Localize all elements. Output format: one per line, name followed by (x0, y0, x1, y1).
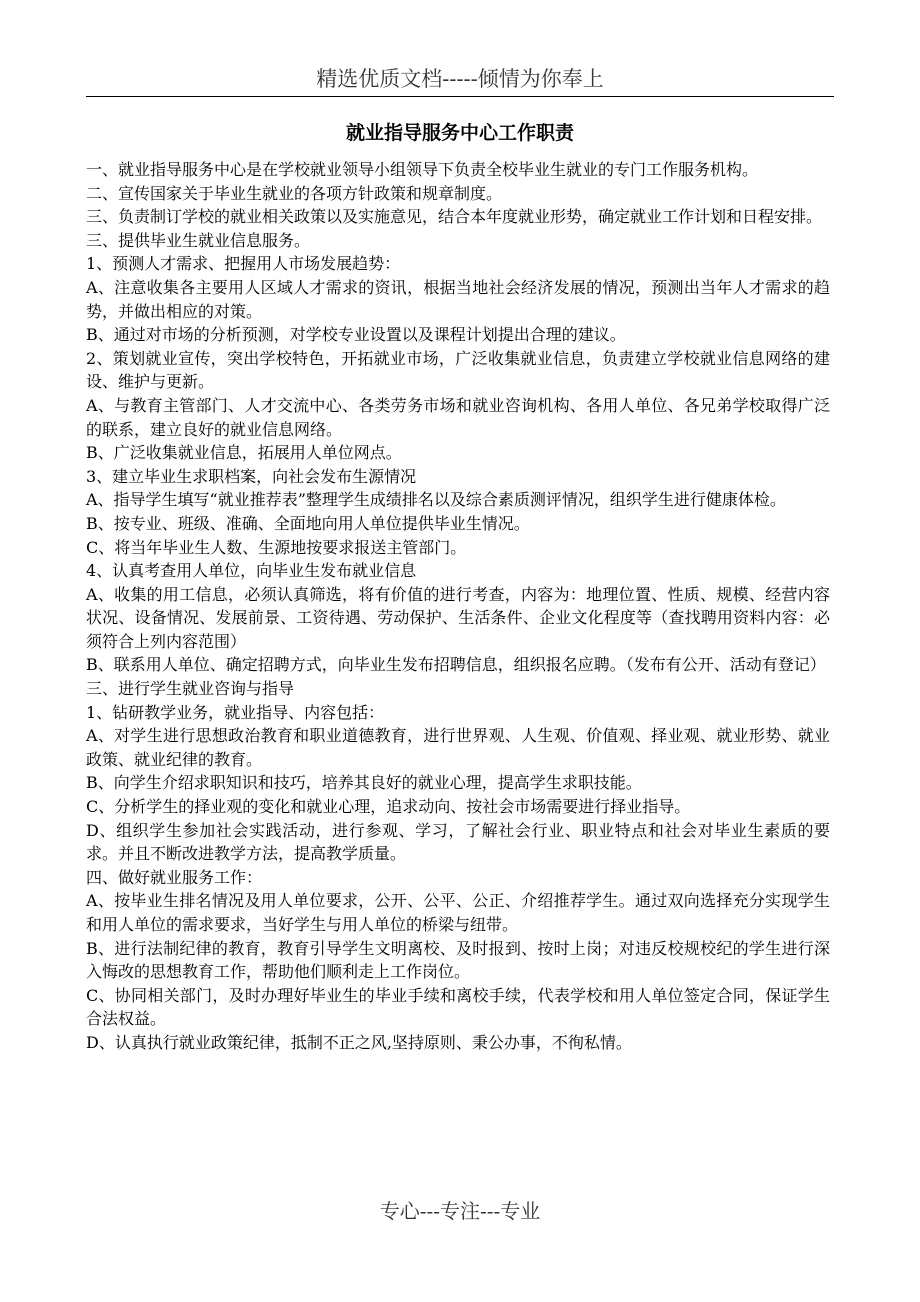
paragraph: B、进行法制纪律的教育，教育引导学生文明离校、及时报到、按时上岗；对违反校规校纪的学生进行深入悔改的思想教育工作，帮助他们顺利走上工作岗位。 (86, 938, 830, 982)
paragraph: 三、提供毕业生就业信息服务。 (86, 230, 311, 250)
paragraph: 2、策划就业宣传，突出学校特色，开拓就业市场，广泛收集就业信息，负责建立学校就业信息网络的建设、维护与更新。 (86, 348, 830, 392)
paragraph: B、联系用人单位、确定招聘方式，向毕业生发布招聘信息，组织报名应聘。（发布有公开、活动有登记） (86, 655, 826, 675)
document-body (86, 158, 830, 1055)
paragraph: 四、做好就业服务工作： (86, 867, 263, 887)
paragraph: B、向学生介绍求职知识和技巧，培养其良好的就业心理，提高学生求职技能。 (86, 773, 642, 793)
paragraph: A、注意收集各主要用人区域人才需求的资讯，根据当地社会经济发展的情况，预测出当年人才需求的趋势，并做出相应的对策。 (86, 277, 830, 321)
paragraph: A、与教育主管部门、人才交流中心、各类劳务市场和就业咨询机构、各用人单位、各兄弟学校取得广泛的联系，建立良好的就业信息网络。 (86, 395, 830, 439)
paragraph: 一、就业指导服务中心是在学校就业领导小组领导下负责全校毕业生就业的专门工作服务机构。 (86, 160, 759, 179)
paragraph: A、按毕业生排名情况及用人单位要求，公开、公平、公正、介绍推荐学生。通过双向选择充分实现学生和用人单位的需求要求，当好学生与用人单位的桥梁与纽带。 (86, 891, 830, 934)
paragraph: 1、钻研教学业务，就业指导、内容包括： (86, 702, 385, 722)
paragraph: 三、负责制订学校的就业相关政策以及实施意见，结合本年度就业形势，确定就业工作计划和日程安排。 (86, 207, 823, 227)
paragraph: 1、预测人才需求、把握用人市场发展趋势： (86, 254, 401, 274)
paragraph: A、对学生进行思想政治教育和职业道德教育，进行世界观、人生观、价值观、择业观、就业形势、就业政策、就业纪律的教育。 (86, 726, 830, 769)
paragraph: C、协同相关部门，及时办理好毕业生的毕业手续和离校手续，代表学校和用人单位签定合同，保证学生合法权益。 (86, 985, 830, 1029)
paragraph: B、按专业、班级、准确、全面地向用人单位提供毕业生情况。 (86, 513, 530, 533)
paragraph: C、分析学生的择业观的变化和就业心理，追求动向、按社会市场需要进行择业指导。 (86, 797, 691, 817)
document-title: 就业指导服务中心工作职责 (345, 122, 574, 144)
paragraph: A、收集的用工信息，必须认真筛选，将有价值的进行考查，内容为：地理位置、性质、规模、经营内容状况、设备情况、发展前景、工资待遇、劳动保护、生活条件、企业文化程度等（查找聘用资料内容：必须符合上列内容范围） (86, 584, 830, 651)
page-footer: 专心---专注---专业 (379, 1199, 541, 1223)
paragraph: 二、宣传国家关于毕业生就业的各项方针政策和规章制度。 (86, 183, 503, 203)
paragraph: B、通过对市场的分析预测，对学校专业设置以及课程计划提出合理的建议。 (86, 325, 626, 345)
paragraph: B、广泛收集就业信息，拓展用人单位网点。 (86, 443, 402, 463)
paragraph: D、认真执行就业政策纪律，抵制不正之风,坚持原则、秉公办事，不徇私情。 (86, 1032, 632, 1052)
paragraph: 三、进行学生就业咨询与指导 (86, 679, 295, 699)
paragraph: D、组织学生参加社会实践活动，进行参观、学习，了解社会行业、职业特点和社会对毕业生素质的要求。并且不断改进教学方法，提高教学质量。 (86, 820, 830, 864)
paragraph: 3、建立毕业生求职档案，向社会发布生源情况 (86, 466, 417, 486)
paragraph: A、指导学生填写“就业推荐表”整理学生成绩排名以及综合素质测评情况，组织学生进行健康体检。 (86, 490, 786, 510)
paragraph: 4、认真考查用人单位，向毕业生发布就业信息 (86, 561, 417, 581)
paragraph: C、将当年毕业生人数、生源地按要求报送主管部门。 (86, 537, 467, 557)
page-header: 精选优质文档-----倾情为你奉上 (86, 62, 834, 97)
